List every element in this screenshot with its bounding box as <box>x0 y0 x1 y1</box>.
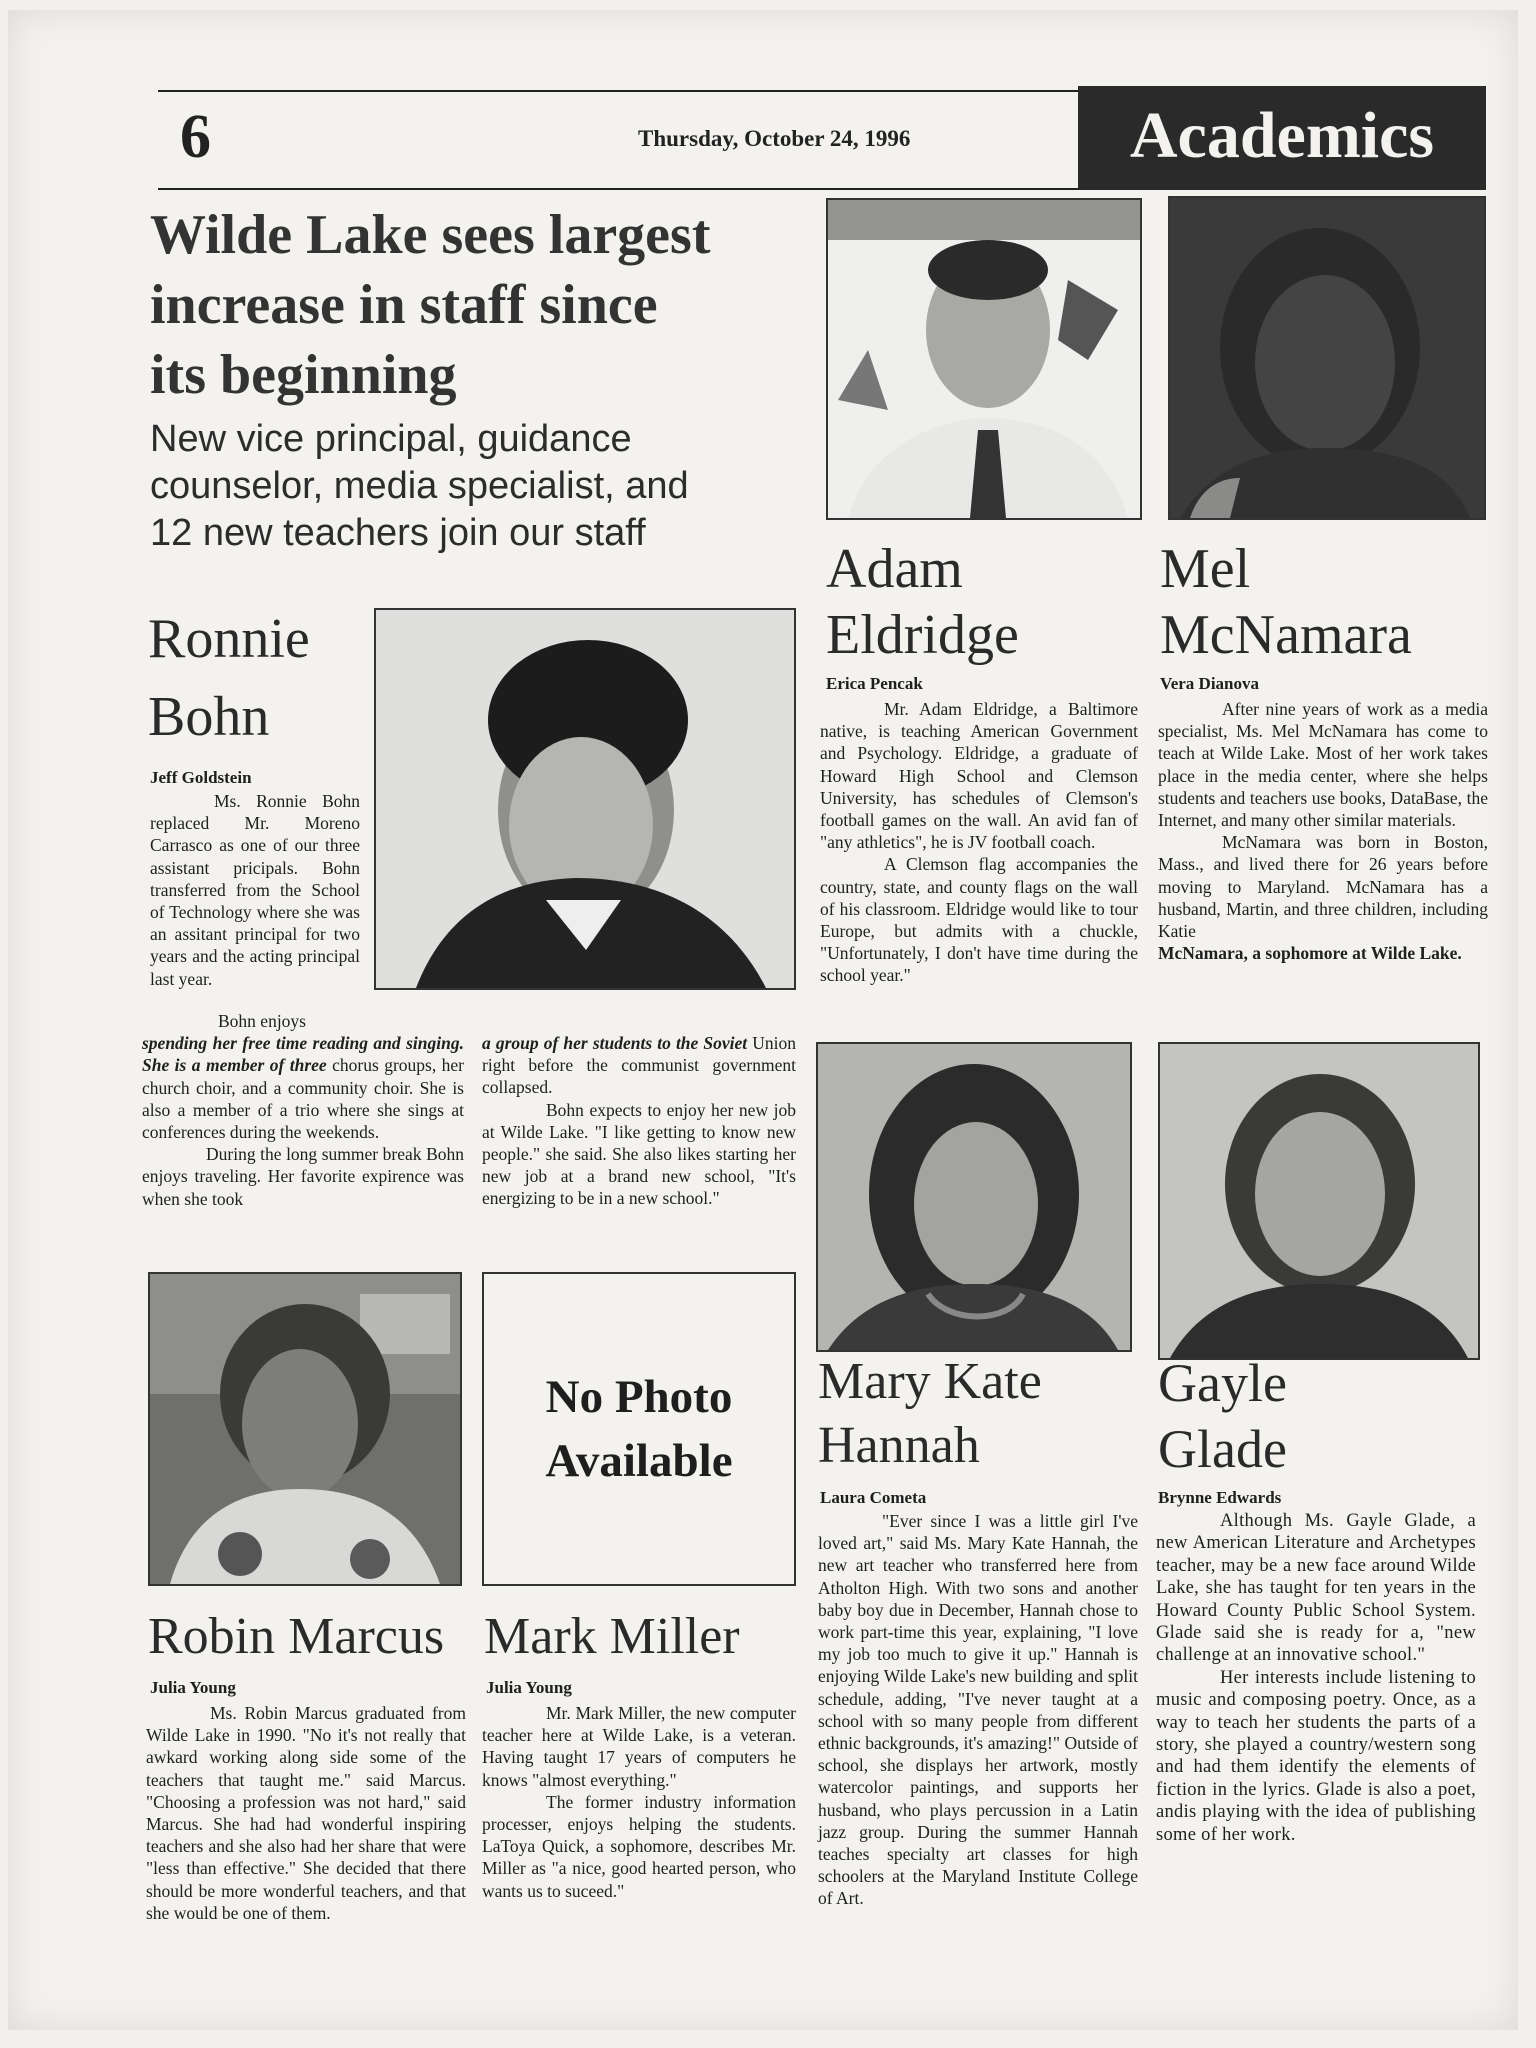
article-bohn-wide: Bohn enjoys spending her free time reading and singing. She is a member of three chorus groups, her church choir, and a community choir. She is also a member of a trio where she sings at conferences during the weekends. During the long summer break Bohn enjoys traveling. Her favorite expirence was when she took <box>142 1011 464 1209</box>
subheadline-line: 12 new teachers join our staff <box>150 512 646 554</box>
mcnamara-photo <box>1168 196 1486 520</box>
byline-marcus: Julia Young <box>150 1678 236 1697</box>
bohn-enjoys: Bohn enjoys <box>218 1011 306 1031</box>
glade-photo <box>1158 1042 1480 1360</box>
profile-name-eldridge: Adam Eldridge <box>826 538 1019 666</box>
byline-eldridge: Erica Pencak <box>826 674 923 693</box>
byline-miller: Julia Young <box>486 1678 572 1697</box>
bohn-photo <box>374 608 796 990</box>
article-glade: Although Ms. Gayle Glade, a new American Literature and Archetypes teacher, may be a new face around Wilde Lake, she has taught for ten years in the Howard County Public School System. Glade said she is ready for a, "new challenge at an innovative school." Her interests include listening to music and composing poetry. Once, as a way to teach her students the parts of a story, she played a country/western song and had them identify the elements of fiction in the lyrics. Glade is also a poet, andis playing with the idea of publishing some of her work. <box>1156 1511 1476 1845</box>
profile-name-mcnamara: Mel McNamara <box>1160 538 1412 666</box>
hannah-photo <box>816 1042 1132 1352</box>
headline-line: increase in staff since <box>150 274 658 336</box>
profile-name-miller: Mark Miller <box>484 1608 740 1665</box>
article-mcnamara: After nine years of work as a media specialist, Ms. Mel McNamara has come to teach at Wilde Lake. Most of her work takes place in the media center, where she helps students and teachers use books, DataBase, the Internet, and many other similar materials. McNamara was born in Boston, Mass., and lived there for 26 years before moving to Maryland. McNamara has a husband, Martin, and three children, including Katie McNamara, a sophomore at Wilde Lake. <box>1158 699 1488 964</box>
article-bohn-col1: Ms. Ronnie Bohn replaced Mr. Moreno Carrasco as one of our three assistant pricipals. Bohn transferred from the School of Technology where she was an assitant principal for two years and the acting principal last year. <box>150 791 360 989</box>
profile-name-glade: Gayle Glade <box>1158 1353 1287 1479</box>
profile-name-marcus: Robin Marcus <box>148 1608 445 1665</box>
headline-line: Wilde Lake sees largest <box>150 204 711 266</box>
byline-mcnamara: Vera Dianova <box>1160 674 1260 693</box>
main-headline <box>150 200 830 410</box>
headline-line: its beginning <box>150 344 457 406</box>
subheadline <box>150 416 830 557</box>
subheadline-line: New vice principal, guidance <box>150 418 632 460</box>
article-eldridge: Mr. Adam Eldridge, a Baltimore native, is teaching American Government and Psychology. Eldridge, a graduate of Howard High School and Clemson University, has schedules of Clemson's football games on the wall. An avid fan of "any athletics", he is JV football coach. A Clemson flag accompanies the country, state, and county flags on the wall of his classroom. Eldridge would like to tour Europe, but admits with a chuckle, "Unfortunately, I don't have time during the school year." <box>820 699 1138 986</box>
byline-hannah: Laura Cometa <box>820 1488 927 1507</box>
miller-no-photo-box: No Photo Available <box>482 1272 796 1586</box>
section-banner: Academics <box>1078 86 1486 190</box>
marcus-photo <box>148 1272 462 1586</box>
issue-date: Thursday, October 24, 1996 <box>638 126 911 151</box>
byline-glade: Brynne Edwards <box>1158 1488 1282 1507</box>
masthead-top-rule <box>158 90 1088 92</box>
profile-name-bohn: Ronnie Bohn <box>148 608 310 748</box>
subheadline-line: counselor, media specialist, and <box>150 465 689 507</box>
profile-name-hannah: Mary Kate Hannah <box>818 1353 1042 1474</box>
page-number: 6 <box>180 103 211 171</box>
newspaper-page <box>8 10 1518 2030</box>
article-bohn-col2: a group of her students to the Soviet Union right before the communist government collapsed. Bohn expects to enjoy her new job at Wilde Lake. "I like getting to know new people." she said. She also likes starting her new job at a brand new school, "It's energizing to be in a new school." <box>482 1033 797 1209</box>
article-marcus: Ms. Robin Marcus graduated from Wilde Lake in 1990. "No it's not really that awkard working along side some of the teachers that taught me." said Marcus. "Choosing a profession was not hard," said Marcus. She had had wonderful inspiring teachers and she also had her share that were "less than effective." She decided that there should be more wonderful teachers, and that she would be one of them. <box>146 1703 466 1923</box>
eldridge-photo <box>826 198 1142 520</box>
bohn-italic-lead: spending her free time reading and singing. She is a member of three <box>142 1033 464 1076</box>
byline-bohn: Jeff Goldstein <box>150 768 252 787</box>
masthead-bottom-rule <box>158 188 1088 190</box>
article-miller: Mr. Mark Miller, the new computer teacher here at Wilde Lake, is a veteran. Having taught 17 years of computers he knows "almost everything." The former industry information processer, enjoys helping the students. LaToya Quick, a sophomore, describes Mr. Miller as "a nice, good hearted person, who wants us to suceed." <box>482 1703 796 1901</box>
article-hannah: "Ever since I was a little girl I've loved art," said Ms. Mary Kate Hannah, the new art teacher who transferred here from Atholton High. With two sons and another baby boy due in December, Hannah chose to work part-time this year, explaining, "I love my job too much to give it up." Hannah is enjoying Wilde Lake's new building and split schedule, adding, "I've never taught at a school with so many people from different ethnic backgrounds, it's amazing!" Outside of school, she displays her artwork, mostly watercolor paintings, and supports her husband, who plays percussion in a Latin jazz group. During the summer Hannah teaches specialty art classes for high schoolers at the Maryland Institute College of Art. <box>818 1511 1138 1909</box>
